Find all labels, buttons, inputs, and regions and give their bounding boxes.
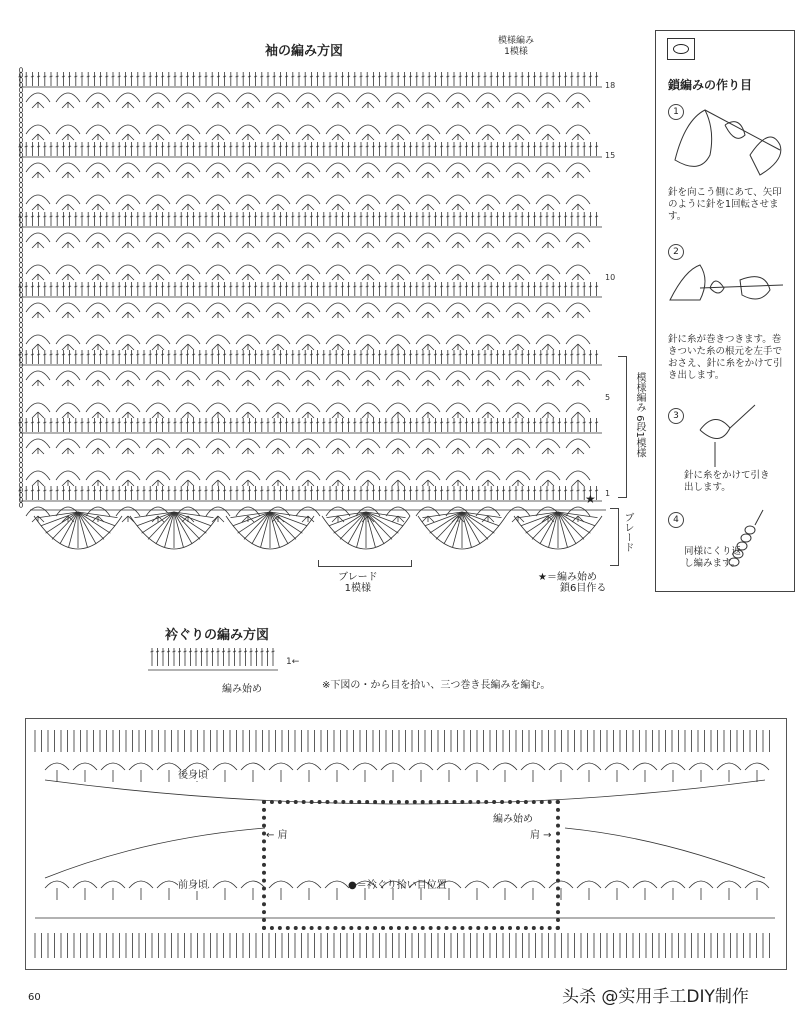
step-2-number: 2 (668, 244, 684, 260)
braid-repeat-line2: 1模様 (344, 583, 371, 594)
arch-row (26, 233, 590, 248)
panel-heading: 鎖編みの作り目 (668, 78, 753, 92)
arch-row (26, 303, 590, 318)
shoulder-right-text: 肩 (530, 830, 540, 841)
arch-row (26, 403, 590, 418)
arch-row (26, 195, 590, 210)
arch-row (26, 163, 590, 178)
neck-title: 衿ぐりの編み方図 (165, 628, 270, 643)
shoulder-left-text: 肩 (277, 830, 288, 841)
sleeve-chart (0, 60, 620, 620)
arch-row (26, 371, 590, 386)
stitch-row (19, 486, 603, 501)
stitch-row (19, 418, 603, 433)
repeat-label (498, 36, 534, 58)
sleeve-title: 袖の編み方図 (265, 44, 344, 59)
page-number: 60 (28, 992, 41, 1003)
neck-sample-chart (148, 646, 308, 676)
neck-stitch-row-bottom (35, 933, 770, 958)
front-body-label: 前身頃 (178, 880, 208, 891)
stitch-row (19, 142, 603, 157)
step-1-number: 1 (668, 104, 684, 120)
back-body-arches (45, 763, 769, 804)
pattern-bracket (618, 356, 627, 498)
row-number-5: 5 (605, 393, 611, 402)
step-3-number: 3 (668, 408, 684, 424)
stitch-row (19, 72, 603, 87)
braid-bracket (610, 508, 619, 566)
footer-brand: 头杀 @实用手工DIY制作 (562, 987, 749, 1007)
braid-repeat-line1: ブレード (338, 572, 378, 583)
stitch-row (19, 282, 603, 297)
arch-row (26, 471, 590, 486)
row-number-15: 15 (605, 151, 616, 160)
step-1-text: 針を向こう側にあて、矢印のように針を1回転させます。 (668, 187, 782, 222)
start-right-label: 編み始め (493, 814, 533, 825)
neck-sample-row-mark: 1← (286, 657, 300, 667)
arch-row (26, 439, 590, 454)
step-4-text: 同様にくり返し編みます。 (684, 546, 742, 569)
step-4-number: 4 (668, 512, 684, 528)
braid-repeat-bracket (318, 560, 412, 567)
row-number-1: 1 (605, 489, 611, 498)
arch-row (26, 93, 590, 108)
stitch-row (19, 350, 603, 365)
braid-repeat-label (338, 572, 378, 594)
star-note-line2: 鎖6目作る (560, 583, 607, 594)
arch-row (26, 507, 590, 522)
step-3-text: 針に糸をかけて引き出します。 (684, 470, 770, 493)
hand-illustration-step1 (675, 110, 781, 175)
star-note-line1: ★＝編み始め (538, 572, 597, 583)
row-number-18: 18 (605, 81, 616, 90)
neck-stitch-row-top (35, 730, 770, 752)
star-note (538, 572, 606, 594)
neck-start-label: 編み始め (222, 684, 262, 695)
step-2-text: 針に糸が巻きつきます。巻きついた糸の根元を左手でおさえ、針に糸をかけて引き出します。 (668, 334, 783, 381)
arch-row (26, 335, 590, 350)
row-number-10: 10 (605, 273, 616, 282)
dot-legend: ●＝衿ぐり拾い目位置 (348, 880, 447, 891)
arch-row (26, 265, 590, 280)
repeat-label-line2: 1模様 (504, 47, 528, 57)
pattern-side-label: 模様編み 6段1模様 (634, 372, 645, 458)
arch-row (26, 125, 590, 140)
shoulder-right-label: 肩 → (530, 830, 552, 841)
back-body-label: 後身頃 (178, 770, 208, 781)
repeat-label-line1: 模様編み (498, 36, 535, 46)
stitch-row (19, 212, 603, 227)
shoulder-left-label: ← 肩 (266, 830, 288, 841)
neck-note: ※下図の・から目を拾い、三つ巻き長編みを編む。 (322, 680, 551, 691)
hand-illustration-step2 (670, 265, 783, 300)
star-icon: ★ (585, 492, 596, 506)
yarn-illustration-step3 (700, 405, 755, 467)
braid-side-label: ブレード (622, 512, 633, 552)
